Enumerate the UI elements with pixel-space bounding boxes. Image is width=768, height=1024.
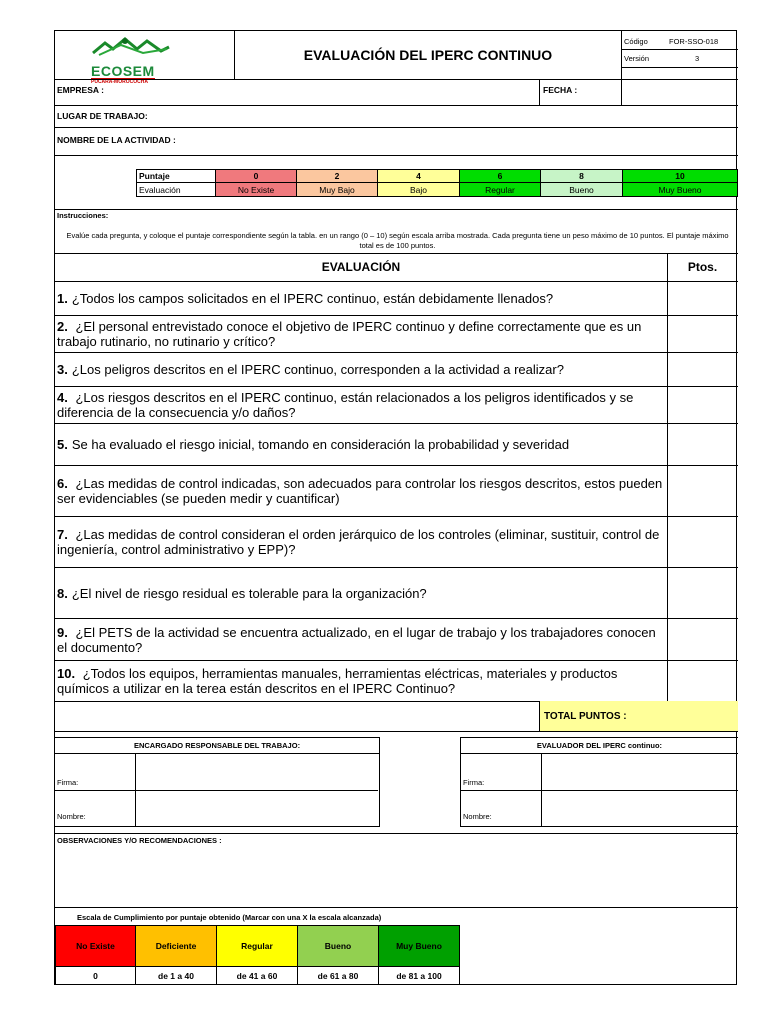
score-table [136,169,738,197]
score-cell: 4 [377,169,460,183]
rating-cell: Muy Bueno [622,182,738,197]
score-row-label: Puntaje [136,169,216,183]
question-item: 2. ¿El personal entrevistado conoce el objetivo de IPERC continuo y define correctamente que es un trabajo rutinario, no rutinario y crítico? [57,319,642,349]
fecha-label: FECHA : [543,85,578,95]
total-points-label: TOTAL PUNTOS : [539,701,738,731]
question-item: 6. ¿Las medidas de control indicadas, son adecuados para controlar los riesgos descritos, estos pueden ser evidenciables (se pueden medir y cuantificar) [57,476,663,506]
signature-right-title: EVALUADOR DEL IPERC continuo: [461,738,738,754]
form-title: EVALUACIÓN DEL IPERC CONTINUO [303,47,553,63]
compliance-range: de 41 a 60 [216,966,298,985]
rating-cell: Regular [459,182,541,197]
logo-mountains-icon [91,35,171,59]
score-cell: 10 [622,169,738,183]
score-cell: 2 [296,169,378,183]
logo-subtext: PUCARA-MOROCOCHA [91,78,155,85]
signature-left [55,737,380,827]
rating-cell: Bueno [540,182,623,197]
firma-label: Firma: [463,778,485,787]
observations-label: OBSERVACIONES Y/O RECOMENDACIONES : [57,836,222,845]
rating-row-label: Evaluación [136,182,216,197]
compliance-range: de 61 a 80 [297,966,379,985]
score-cell: 8 [540,169,623,183]
compliance-level: Deficiente [135,925,217,967]
signature-right [460,737,738,827]
compliance-range: de 81 a 100 [378,966,460,985]
score-cell: 6 [459,169,541,183]
actividad-label: NOMBRE DE LA ACTIVIDAD : [57,135,176,145]
rating-cell: Bajo [377,182,460,197]
instructions-label: Instrucciones: [57,211,109,220]
question-item: 8. ¿El nivel de riesgo residual es tolerable para la organización? [57,585,427,601]
compliance-level: Muy Bueno [378,925,460,967]
evaluation-header: EVALUACIÓN [321,260,401,274]
empresa-label: EMPRESA : [57,85,104,95]
question-item: 9. ¿El PETS de la actividad se encuentra actualizado, en el lugar de trabajo y los trabajadores conocen el documento? [57,624,656,655]
code-label: Código [624,37,648,46]
version-label: Versión [624,54,650,63]
iperc-form [54,30,737,985]
compliance-title: Escala de Cumplimiento por puntaje obtenido (Marcar con una X la escala alcanzada) [77,913,382,922]
compliance-level: Bueno [297,925,379,967]
firma-label: Firma: [57,778,79,787]
logo-text: ECOSEM [91,63,155,79]
question-item: 3. ¿Los peligros descritos en el IPERC continuo, corresponden a la actividad a realizar? [57,362,564,377]
rating-cell: Muy Bajo [296,182,378,197]
score-cell: 0 [215,169,297,183]
nombre-label: Nombre: [463,812,492,821]
question-item: 1. ¿Todos los campos solicitados en el IPERC continuo, están debidamente llenados? [57,291,554,306]
compliance-level: Regular [216,925,298,967]
question-item: 7. ¿Las medidas de control consideran el orden jerárquico de los controles (eliminar, sustituir, control de ingeniería, control administrativo y EPP)? [57,527,660,557]
compliance-scale [55,925,460,985]
rating-cell: No Existe [215,182,297,197]
version-value: 3 [695,54,700,63]
instructions-text: Evalúe cada pregunta, y coloque el puntaje correspondiente según la tabla. en un rango (0 – 10) según escala arriba mostrada. Cada pregunta tiene un peso máximo de 10 puntos. El puntaje máximo total es de 100 puntos. [66,231,729,250]
question-item: 5. Se ha evaluado el riesgo inicial, tomando en consideración la probabilidad y severidad [57,437,570,452]
compliance-range: de 1 a 40 [135,966,217,985]
signature-left-title: ENCARGADO RESPONSABLE DEL TRABAJO: [55,738,379,754]
question-item: 10. ¿Todos los equipos, herramientas manuales, herramientas eléctricas, materiales y productos químicos a utilizar en la terea están descritos en el IPERC Continuo? [57,666,618,696]
code-value: FOR-SSO-018 [669,37,719,46]
lugar-label: LUGAR DE TRABAJO: [57,111,148,121]
nombre-label: Nombre: [57,812,86,821]
compliance-level: No Existe [55,925,136,967]
question-item: 4. ¿Los riesgos descritos en el IPERC continuo, están relacionados a los peligros identificados y se diferencia de la consecuencia y/o daños? [57,390,634,420]
company-logo [91,35,171,85]
points-header: Ptos. [687,260,718,274]
compliance-range: 0 [55,966,136,985]
